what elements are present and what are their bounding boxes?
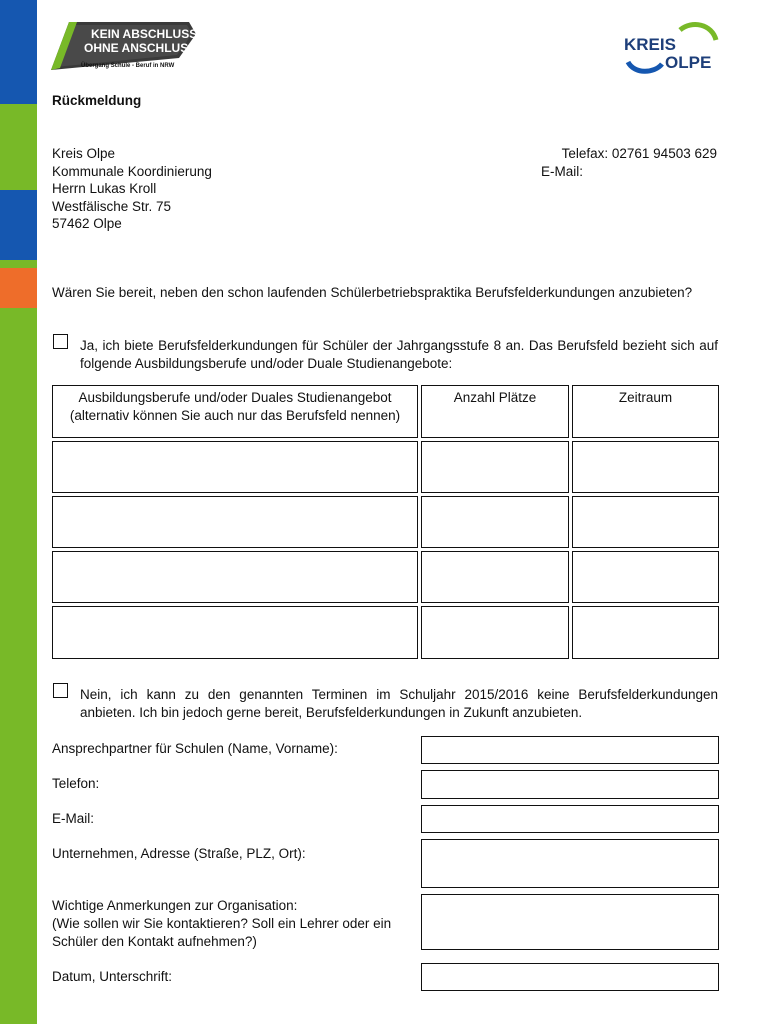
phone-field[interactable] [421,770,719,799]
logo-olpe: OLPE [665,53,712,72]
sidebar-blue-block-middle [0,190,37,260]
table-cell-zeitraum-4[interactable] [572,606,719,659]
table-cell-zeitraum-1[interactable] [572,441,719,493]
address-line: Westfälische Str. 75 [52,198,172,214]
kreis-olpe-logo [620,22,720,74]
table-cell-ausbildung-2[interactable] [52,496,418,548]
notes-label-line1: Wichtige Anmerkungen zur Organisation: [52,898,298,913]
date-signature-label: Datum, Unterschrift: [52,969,173,984]
email-field[interactable] [421,805,719,833]
table-cell-ausbildung-3[interactable] [52,551,418,603]
notes-field[interactable] [421,894,719,950]
kein-abschluss-logo [51,20,196,72]
address-line: Kommunale Koordinierung [52,163,212,179]
table-cell-zeitraum-3[interactable] [572,551,719,603]
notes-label-line2: (Wie sollen wir Sie kontaktieren? Soll ein Lehrer oder ein Schüler den Kontakt aufnehmen?) [52,916,392,949]
email-field-label: E-Mail: [52,811,95,826]
yes-checkbox[interactable] [53,334,68,349]
logo-kreis: KREIS [624,35,676,54]
contact-block [541,145,717,180]
table-header-ausbildung: Ausbildungsberufe und/oder Duales Studienangebot (alternativ können Sie auch nur das Berufsfeld nennen) [52,385,418,438]
sidebar-orange-block [0,268,37,308]
address-line: Kreis Olpe [52,146,116,161]
no-checkbox[interactable] [53,683,68,698]
table-header-zeitraum: Zeitraum [572,385,719,438]
email-label: E-Mail: [540,163,583,179]
contact-person-label: Ansprechpartner für Schulen (Name, Vorname): [52,741,338,756]
notes-label [52,897,418,951]
question-text: Wären Sie bereit, neben den schon laufenden Schülerbetriebspraktika Berufsfelderkundungen anzubieten? [52,285,693,300]
date-signature-field[interactable] [421,963,719,991]
address-block [52,145,212,233]
logo-line2: OHNE ANSCHLUSS [84,41,196,55]
company-address-field[interactable] [421,839,719,888]
no-option-text: Nein, ich kann zu den genannten Terminen im Schuljahr 2015/2016 keine Berufsfelderkundungen anbieten. Ich bin jedoch gerne bereit, Berufsfelderkundungen in Zukunft anzubieten. [80,687,718,720]
page-title: Rückmeldung [52,93,142,108]
table-header-anzahl: Anzahl Plätze [421,385,569,438]
yes-option-text: Ja, ich biete Berufsfelderkundungen für Schüler der Jahrgangsstufe 8 an. Das Berufsfeld bezieht sich auf folgende Ausbildungsberufe und/oder Duale Studienangebote: [80,338,718,371]
table-cell-anzahl-2[interactable] [421,496,569,548]
logo-tagline: Übergang Schule - Beruf in NRW [81,63,175,69]
company-address-label: Unternehmen, Adresse (Straße, PLZ, Ort): [52,846,306,861]
contact-person-field[interactable] [421,736,719,764]
table-cell-anzahl-1[interactable] [421,441,569,493]
address-line: Herrn Lukas Kroll [52,181,157,196]
address-line: 57462 Olpe [52,216,122,231]
sidebar-blue-block-top [0,0,37,104]
table-cell-zeitraum-2[interactable] [572,496,719,548]
table-cell-anzahl-3[interactable] [421,551,569,603]
fax-number: Telefax: 02761 94503 629 [561,146,717,161]
table-cell-anzahl-4[interactable] [421,606,569,659]
sidebar-color-bar [0,0,37,1024]
logo-line1: KEIN ABSCHLUSS [91,27,196,41]
table-cell-ausbildung-4[interactable] [52,606,418,659]
table-cell-ausbildung-1[interactable] [52,441,418,493]
phone-label: Telefon: [52,776,100,791]
